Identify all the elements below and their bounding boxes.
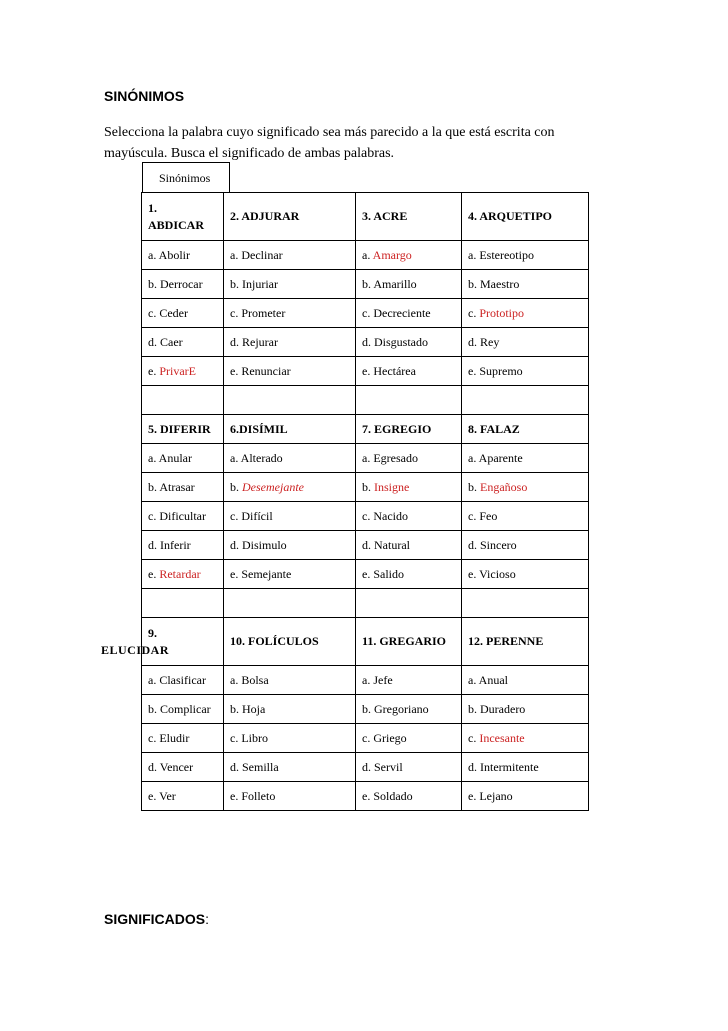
option-letter: a. [362,450,374,465]
option-letter: b. [362,479,374,494]
option-cell [224,328,356,357]
option-word: Hoja [242,701,266,716]
option-cell [224,560,356,589]
option-letter: b. [148,276,160,291]
option-cell [356,666,462,695]
option-letter: d. [468,537,480,552]
question-word: 5. DIFERIR [148,421,211,436]
option-row [142,560,589,589]
option-cell [356,560,462,589]
option-cell [462,444,589,473]
option-word: Feo [479,508,498,523]
header-cell [356,193,462,241]
option-cell [356,724,462,753]
option-letter: e. [468,363,480,378]
option-word: Inferir [160,537,191,552]
option-row [142,473,589,502]
option-cell [142,782,224,811]
option-word: Lejano [479,788,513,803]
option-cell [356,473,462,502]
option-letter: b. [230,479,242,494]
option-word: Derrocar [160,276,203,291]
option-letter: c. [148,730,160,745]
option-letter: c. [362,730,374,745]
option-cell [462,560,589,589]
option-letter: c. [148,508,160,523]
option-word: Declinar [241,247,283,262]
option-word: Aparente [478,450,523,465]
option-cell [356,328,462,357]
option-letter: b. [148,479,160,494]
option-cell [224,753,356,782]
option-word: Ceder [159,305,188,320]
option-word-highlighted: Retardar [159,566,201,581]
option-cell [356,695,462,724]
empty-cell [462,589,589,618]
option-row [142,782,589,811]
option-cell [356,241,462,270]
option-word: Griego [373,730,407,745]
option-word: Servil [374,759,403,774]
option-word: Nacido [373,508,408,523]
option-letter: b. [362,701,374,716]
option-cell [356,444,462,473]
option-letter: e. [148,566,160,581]
option-letter: d. [468,334,480,349]
header-cell [101,618,224,666]
option-cell [462,502,589,531]
option-letter: a. [148,672,160,687]
option-word: Soldado [373,788,413,803]
option-letter: e. [362,363,374,378]
option-cell [356,531,462,560]
option-word: Hectárea [373,363,416,378]
option-cell [462,695,589,724]
option-word: Gregoriano [374,701,429,716]
option-cell [224,782,356,811]
option-word: Disimulo [242,537,287,552]
option-letter: e. [468,788,480,803]
option-word: Atrasar [159,479,195,494]
option-row [142,531,589,560]
header-cell [462,415,589,444]
option-row [142,502,589,531]
option-letter: c. [468,305,480,320]
option-cell [224,241,356,270]
significados-label: SIGNIFICADOS [104,911,206,927]
option-cell [142,724,224,753]
option-letter: e. [148,363,160,378]
question-word: 8. FALAZ [468,421,520,436]
option-letter: a. [230,247,242,262]
option-row [142,357,589,386]
option-letter: d. [468,759,480,774]
question-word: ABDICAR [148,217,205,232]
option-cell [224,444,356,473]
option-word: Abolir [158,247,191,262]
option-word: Estereotipo [479,247,534,262]
question-word: 2. ADJURAR [230,209,300,223]
option-letter: c. [148,305,160,320]
table-caption-text: Sinónimos [159,171,211,185]
page-title: SINÓNIMOS [104,88,185,104]
option-cell [462,782,589,811]
option-cell [142,502,224,531]
option-cell [224,270,356,299]
option-letter: d. [148,334,160,349]
option-letter: b. [468,276,480,291]
option-cell [356,502,462,531]
option-row [142,299,589,328]
option-word-highlighted: Prototipo [479,305,524,320]
option-letter: d. [362,537,374,552]
option-letter: b. [362,276,374,291]
option-cell [142,299,224,328]
table-caption [142,162,230,192]
option-cell [142,473,224,502]
option-cell [462,666,589,695]
option-letter: b. [148,701,160,716]
header-cell [142,193,224,241]
option-word: Vencer [159,759,194,774]
option-cell [462,753,589,782]
option-word: Bolsa [241,672,269,687]
option-cell [142,531,224,560]
significados-colon: : [205,911,210,927]
option-word: Semejante [241,566,292,581]
option-word: Sincero [480,537,517,552]
option-letter: b. [230,276,242,291]
option-letter: a. [468,450,479,465]
option-letter: e. [362,566,374,581]
option-word: Semilla [242,759,279,774]
question-word: 6.DISÍMIL [230,421,288,436]
question-word: 4. ARQUETIPO [468,209,553,223]
option-row [142,241,589,270]
option-cell [462,299,589,328]
option-word-highlighted: PrivarE [159,363,196,378]
option-letter: d. [148,759,160,774]
option-cell [462,270,589,299]
option-word: Caer [160,334,183,349]
option-row [142,666,589,695]
header-cell [224,618,356,666]
option-word: Anual [478,672,508,687]
option-cell [224,724,356,753]
option-letter: c. [468,508,480,523]
option-cell [356,753,462,782]
option-word: Injuriar [242,276,278,291]
option-row [142,695,589,724]
option-word: Folleto [241,788,276,803]
option-letter: c. [468,730,480,745]
option-row [142,444,589,473]
option-letter: a. [362,672,374,687]
option-cell [356,299,462,328]
option-letter: e. [230,566,242,581]
spacer-row [142,386,589,415]
option-letter: e. [468,566,480,581]
option-cell [142,241,224,270]
option-cell [142,357,224,386]
option-cell [142,695,224,724]
option-letter: d. [230,537,242,552]
option-cell [462,328,589,357]
header-cell [356,415,462,444]
option-word-highlighted: Engañoso [480,479,528,494]
header-cell [356,618,462,666]
option-word: Rejurar [242,334,278,349]
empty-cell [224,589,356,618]
option-word: Supremo [479,363,523,378]
option-cell [224,666,356,695]
option-word: Prometer [241,305,286,320]
option-cell [142,444,224,473]
header-row [142,193,589,241]
option-cell [142,560,224,589]
empty-cell [142,589,224,618]
option-cell [356,782,462,811]
header-cell [462,193,589,241]
empty-cell [356,386,462,415]
option-word: Libro [241,730,268,745]
question-word: 10. FOLÍCULOS [230,634,319,648]
option-row [142,328,589,357]
option-word: Complicar [160,701,211,716]
option-cell [142,753,224,782]
option-word: Renunciar [241,363,291,378]
option-cell [224,531,356,560]
option-word-highlighted: Amargo [372,247,412,262]
option-letter: a. [230,672,242,687]
option-letter: c. [230,730,242,745]
header-row [142,618,589,666]
option-letter: d. [230,759,242,774]
option-letter: c. [362,305,374,320]
option-row [142,270,589,299]
spacer-row [142,589,589,618]
instructions: Selecciona la palabra cuyo significado sea más parecido a la que está escrita con mayúscula. Busca el significado de ambas palabras. [104,125,555,161]
option-word: Vicioso [479,566,516,581]
option-cell [224,502,356,531]
option-word: Disgustado [374,334,428,349]
option-word: Rey [480,334,500,349]
option-word: Maestro [480,276,520,291]
option-word: Eludir [159,730,190,745]
option-cell [462,473,589,502]
option-cell [462,357,589,386]
option-letter: d. [148,537,160,552]
option-word: Egresado [373,450,418,465]
option-letter: e. [230,788,242,803]
option-cell [224,695,356,724]
option-word: Jefe [373,672,393,687]
option-word: Natural [374,537,410,552]
option-word: Difícil [241,508,273,523]
option-letter: b. [468,701,480,716]
option-letter: a. [468,672,479,687]
option-word: Anular [158,450,192,465]
option-letter: c. [230,305,242,320]
empty-cell [356,589,462,618]
option-word: Alterado [240,450,283,465]
question-word: ELUCIDAR [101,642,170,657]
option-cell [224,473,356,502]
option-letter: a. [148,450,159,465]
option-letter: a. [230,450,241,465]
question-number: 9. [148,625,157,640]
option-cell [142,666,224,695]
significados-heading [104,911,209,927]
option-letter: e. [230,363,242,378]
option-cell [356,357,462,386]
option-word-highlighted: Incesante [479,730,525,745]
option-letter: b. [230,701,242,716]
question-number: 1. [148,200,157,215]
option-word: Salido [373,566,404,581]
option-word: Clasificar [159,672,206,687]
option-word-highlighted: Desemejante [242,479,304,494]
empty-cell [142,386,224,415]
option-letter: a. [362,247,373,262]
option-word: Dificultar [159,508,206,523]
option-cell [462,724,589,753]
option-letter: d. [362,759,374,774]
option-row [142,724,589,753]
option-letter: a. [148,247,159,262]
option-letter: d. [362,334,374,349]
question-word: 3. ACRE [362,209,408,223]
option-word: Decreciente [373,305,431,320]
empty-cell [462,386,589,415]
question-word: 7. EGREGIO [362,421,432,436]
option-letter: d. [230,334,242,349]
header-cell [462,618,589,666]
option-letter: b. [468,479,480,494]
option-letter: e. [148,788,160,803]
option-cell [224,357,356,386]
option-cell [142,270,224,299]
option-word: Amarillo [373,276,417,291]
question-word: 12. PERENNE [468,634,544,648]
synonyms-table [101,192,589,811]
option-cell [462,241,589,270]
option-row [142,753,589,782]
option-cell [142,328,224,357]
option-letter: c. [362,508,374,523]
header-cell [142,415,224,444]
option-cell [224,299,356,328]
option-word: Duradero [480,701,526,716]
header-row [142,415,589,444]
header-cell [224,193,356,241]
option-word: Ver [159,788,176,803]
question-word: 11. GREGARIO [362,634,447,648]
header-cell [224,415,356,444]
option-letter: c. [230,508,242,523]
option-cell [462,531,589,560]
option-cell [356,270,462,299]
option-letter: e. [362,788,374,803]
option-letter: a. [468,247,480,262]
option-word: Intermitente [480,759,539,774]
option-word-highlighted: Insigne [374,479,410,494]
empty-cell [224,386,356,415]
